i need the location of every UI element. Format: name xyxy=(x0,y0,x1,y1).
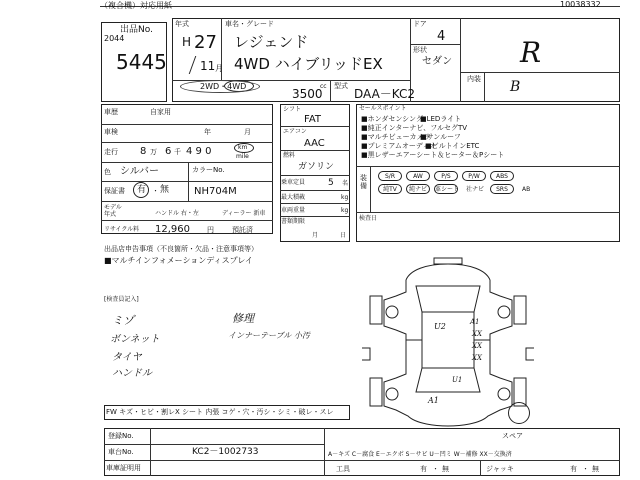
mileage-sen: 6 xyxy=(165,146,172,157)
model-name: レジェンド xyxy=(234,33,309,51)
mileage-rest: 4 9 0 xyxy=(186,146,212,157)
man-unit: 万 xyxy=(150,148,157,156)
score-value: R xyxy=(520,36,542,69)
capacity-value: 5 xyxy=(328,178,334,188)
body-value: セダン xyxy=(422,56,453,67)
month-suffix: 月 xyxy=(215,64,223,73)
hand-line-2: ボンネット xyxy=(110,334,160,345)
year-value: 27 xyxy=(194,32,217,53)
shift-label: シフト xyxy=(283,106,302,113)
opt-abs: ABS xyxy=(490,171,514,181)
recycle-label: リサイクル料 xyxy=(104,226,140,233)
sp-item-7: ■ビルトインETC xyxy=(425,142,480,150)
inspection-date-label: 検査日 xyxy=(359,215,378,222)
damage-legend: A－キズ C－腐食 E－エクボ S－サビ U－凹ミ W－補修 XX－交換済 xyxy=(328,451,512,458)
shift-value: FAT xyxy=(304,114,322,125)
opt-ab: AB xyxy=(522,186,531,193)
multi-info: ■マルチインフォメーションディスプレイ xyxy=(104,256,253,265)
cc-value: 3500 xyxy=(292,87,323,101)
interior-label: 内装 xyxy=(467,75,481,83)
jack-no: 無 xyxy=(592,465,599,473)
sp-item-4: ■マルチビューカメラ xyxy=(361,133,431,141)
drive-label: 2WD・4WD xyxy=(200,82,247,91)
inspection-label: 車検 xyxy=(104,128,118,136)
diag-label-u2: U2 xyxy=(434,322,446,331)
opt-navi: 純ナビ xyxy=(406,184,430,194)
jack-label: ジャッキ xyxy=(486,465,514,473)
warranty-label: 保証書 xyxy=(104,187,125,195)
history-label: 車歴 xyxy=(104,108,118,116)
opt-ps: P/S xyxy=(434,171,458,181)
opt-pw: P/W xyxy=(462,171,486,181)
condition-items: FW キズ・ヒビ・割レX シート 内張 コゲ・穴・汚シ・シミ・破レ・スレ xyxy=(106,408,334,416)
expire-day: 日 xyxy=(340,232,347,239)
dealer-label: ディーラー 新車 xyxy=(222,210,266,217)
sp-item-1: ■ホンダセンシング xyxy=(361,115,423,123)
doors-label: ドア xyxy=(413,20,427,28)
opt-aw: AW xyxy=(406,171,430,181)
opt-tv: 純TV xyxy=(378,184,402,194)
hand-line-3: タイヤ xyxy=(112,352,142,363)
body-label: 形状 xyxy=(413,46,427,54)
color-label: 色 xyxy=(104,168,111,176)
mileage-unit: km xyxy=(238,144,248,151)
model-year-label: モデル年式 xyxy=(104,204,122,218)
fuel-label: 燃料 xyxy=(283,152,296,159)
diag-label-a1: A1 xyxy=(428,396,439,405)
notes-header: 出品店申告事項（不良箇所・欠品・注意事項等） xyxy=(104,245,258,253)
color-value: シルバー xyxy=(120,166,160,177)
reg-label: 登録No. xyxy=(108,432,134,440)
lot-label: 出品No. xyxy=(120,25,153,35)
jack-yes: 有 xyxy=(570,465,577,473)
interior-value: B xyxy=(510,79,521,95)
chassis-value: KC2－1002733 xyxy=(192,447,259,457)
inspection-year: 年 xyxy=(204,128,211,136)
recycle-status: 預託済 xyxy=(232,226,253,234)
recycle-value: 12,960 xyxy=(155,224,190,235)
cc-unit: cc xyxy=(320,83,327,90)
diag-label-xx-2: XX xyxy=(472,342,482,350)
kg-unit-2: kg xyxy=(341,207,349,214)
recycle-unit: 円 xyxy=(207,226,214,234)
type-label: 型式 xyxy=(334,82,348,90)
inspector-label: [検査員記入] xyxy=(104,296,139,303)
sp-item-5: ■サンルーフ xyxy=(420,133,461,141)
tools-label: 工具 xyxy=(336,465,350,473)
year-label: 年式 xyxy=(175,20,189,28)
top-border xyxy=(100,6,620,7)
spare-label: スペア xyxy=(502,432,523,440)
top-number: 10038332 xyxy=(560,0,601,9)
opt-srs: SRS xyxy=(490,184,514,194)
sp-item-3: ■純正インターナビ、フルセグTV xyxy=(361,124,468,132)
opt-other-navi: 社ナビ xyxy=(466,186,485,193)
car-damage-diagram xyxy=(356,256,540,428)
expire-label: 書類期限 xyxy=(281,218,306,225)
inspection-month: 月 xyxy=(244,128,251,136)
handle-label: ハンドル 右・左 xyxy=(155,210,199,217)
year-era: H xyxy=(182,35,192,49)
fuel-value: ガソリン xyxy=(298,162,335,172)
capacity-label: 乗車定員 xyxy=(281,179,306,186)
equip-label: 装備 xyxy=(360,174,367,190)
sen-unit: 千 xyxy=(174,148,181,156)
sp-item-2: ■LEDライト xyxy=(420,115,462,123)
spare-circle xyxy=(508,402,530,424)
type-value: DAA－KC2 xyxy=(354,87,416,101)
hand-right-2: インナーテーブル 小汚 xyxy=(228,331,310,340)
sp-item-6: ■プレミアムオーディオ xyxy=(361,142,437,150)
max-load-label: 最大積載 xyxy=(281,194,306,201)
lot-small: 2044 xyxy=(104,34,125,43)
color-no-label: カラーNo. xyxy=(192,166,225,174)
kg-unit-1: kg xyxy=(341,194,349,201)
hand-line-1: ミゾ xyxy=(112,314,134,327)
grade: 4WD ハイブリッドEX xyxy=(234,55,383,73)
tools-yes: 有 xyxy=(420,465,427,473)
sp-item-8: ■黒レザーエアーシート＆ヒーター＆Pシート xyxy=(361,151,505,159)
chassis-label: 車台No. xyxy=(108,448,134,456)
name-grade-label: 車名・グレード xyxy=(225,20,274,28)
mileage-label: 走行 xyxy=(104,148,118,156)
expire-month: 月 xyxy=(312,232,319,239)
opt-leather: 革シート xyxy=(435,186,460,193)
diag-label-a1-right: A1 xyxy=(470,318,480,326)
top-strip-label: （複合機）対応用紙 xyxy=(100,1,172,10)
doors-value: 4 xyxy=(437,29,446,44)
aircon-value: AAC xyxy=(304,138,325,149)
warranty-yes: 有 xyxy=(137,185,147,195)
weight-label: 車両重量 xyxy=(281,207,306,214)
history-value: 自家用 xyxy=(150,108,171,116)
month-value: 11 xyxy=(200,59,216,73)
opt-sr: S/R xyxy=(378,171,402,181)
mileage-man: 8 xyxy=(140,146,147,157)
hand-line-4: ハンドル xyxy=(112,368,152,379)
cert-label: 車庫証明用 xyxy=(106,464,141,472)
tools-no: 無 xyxy=(442,465,449,473)
hand-right-1: 修理 xyxy=(232,312,254,325)
color-no-value: NH704M xyxy=(194,186,237,197)
selling-points-title: セールスポイント xyxy=(359,105,407,112)
diag-label-u1: U1 xyxy=(452,376,463,384)
aircon-label: エアコン xyxy=(283,128,307,135)
lot-number: 5445 xyxy=(116,50,167,74)
capacity-unit: 名 xyxy=(342,180,349,187)
diag-label-xx-1: XX xyxy=(472,330,482,338)
diag-label-xx-3: XX xyxy=(472,354,482,362)
mileage-unit-alt: mile xyxy=(236,153,249,160)
warranty-no: 無 xyxy=(160,185,170,195)
